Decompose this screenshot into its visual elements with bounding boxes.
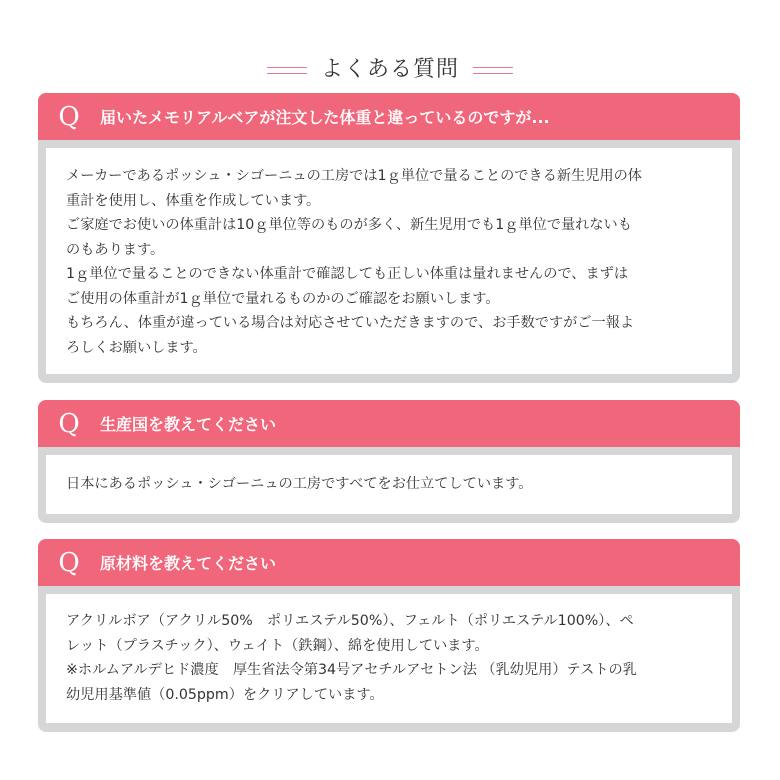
question-text: 生産国を教えてください — [100, 415, 277, 434]
answer-line: レット（プラスチック）、ウェイト（鉄鋼）、綿を使用しています。 — [66, 637, 489, 654]
faq-question[interactable] — [38, 93, 740, 140]
question-text: 原材料を教えてください — [100, 554, 277, 573]
answer-line: 幼児用基準値（0.05ppm）をクリアしています。 — [66, 686, 384, 703]
faq-question[interactable] — [38, 539, 740, 586]
q-mark-icon: Q — [58, 101, 80, 132]
title-text: よくある質問 — [320, 57, 459, 82]
answer-line: ※ホルムアルデヒド濃度 厚生省法令第34号アセチルアセトン法 （乳幼児用）テストの乳 — [66, 662, 637, 678]
faq-answer — [46, 594, 732, 723]
q-mark-icon: Q — [58, 408, 80, 439]
answer-line: もちろん、体重が違っている場合は対応させていただきますので、お手数ですがご一報よ — [66, 315, 635, 331]
q-mark-icon: Q — [58, 547, 80, 578]
answer-line: アクリルボア（アクリル50% ポリエステル50%）、フェルト（ポリエステル100%）、ペ — [66, 613, 634, 629]
answer-line: ろしくお願いします。 — [66, 339, 207, 356]
faq-question[interactable] — [38, 400, 740, 447]
answer-line: 1ｇ単位で量ることのできない体重計で確認しても正しい体重は量れませんので、まずは — [66, 266, 629, 282]
faq-item-materials — [38, 539, 740, 732]
answer-line: メーカーであるポッシュ・シゴーニュの工房では1ｇ単位で量ることのできる新生児用の体 — [66, 168, 642, 184]
faq-answer — [46, 455, 732, 514]
answer-line: ご使用の体重計が1ｇ単位で量れるものかのご確認をお願いします。 — [66, 290, 500, 307]
faq-answer — [46, 148, 732, 374]
title-decoration-left — [267, 67, 307, 74]
page-title — [0, 52, 780, 83]
answer-line: ご家庭でお使いの体重計は10ｇ単位等のものが多く、新生児用でも1ｇ単位で量れないも — [66, 217, 632, 233]
faq-item-country — [38, 400, 740, 523]
title-decoration-right — [473, 67, 513, 74]
faq-item-weight — [38, 93, 740, 383]
answer-line: 日本にあるポッシュ・シゴーニュの工房ですべてをお仕立てしています。 — [66, 476, 533, 492]
question-text: 届いたメモリアルベアが注文した体重と違っているのですが... — [100, 108, 550, 127]
answer-line: 重計を使用し、体重を作成しています。 — [66, 192, 321, 209]
answer-line: のもあります。 — [66, 241, 165, 258]
